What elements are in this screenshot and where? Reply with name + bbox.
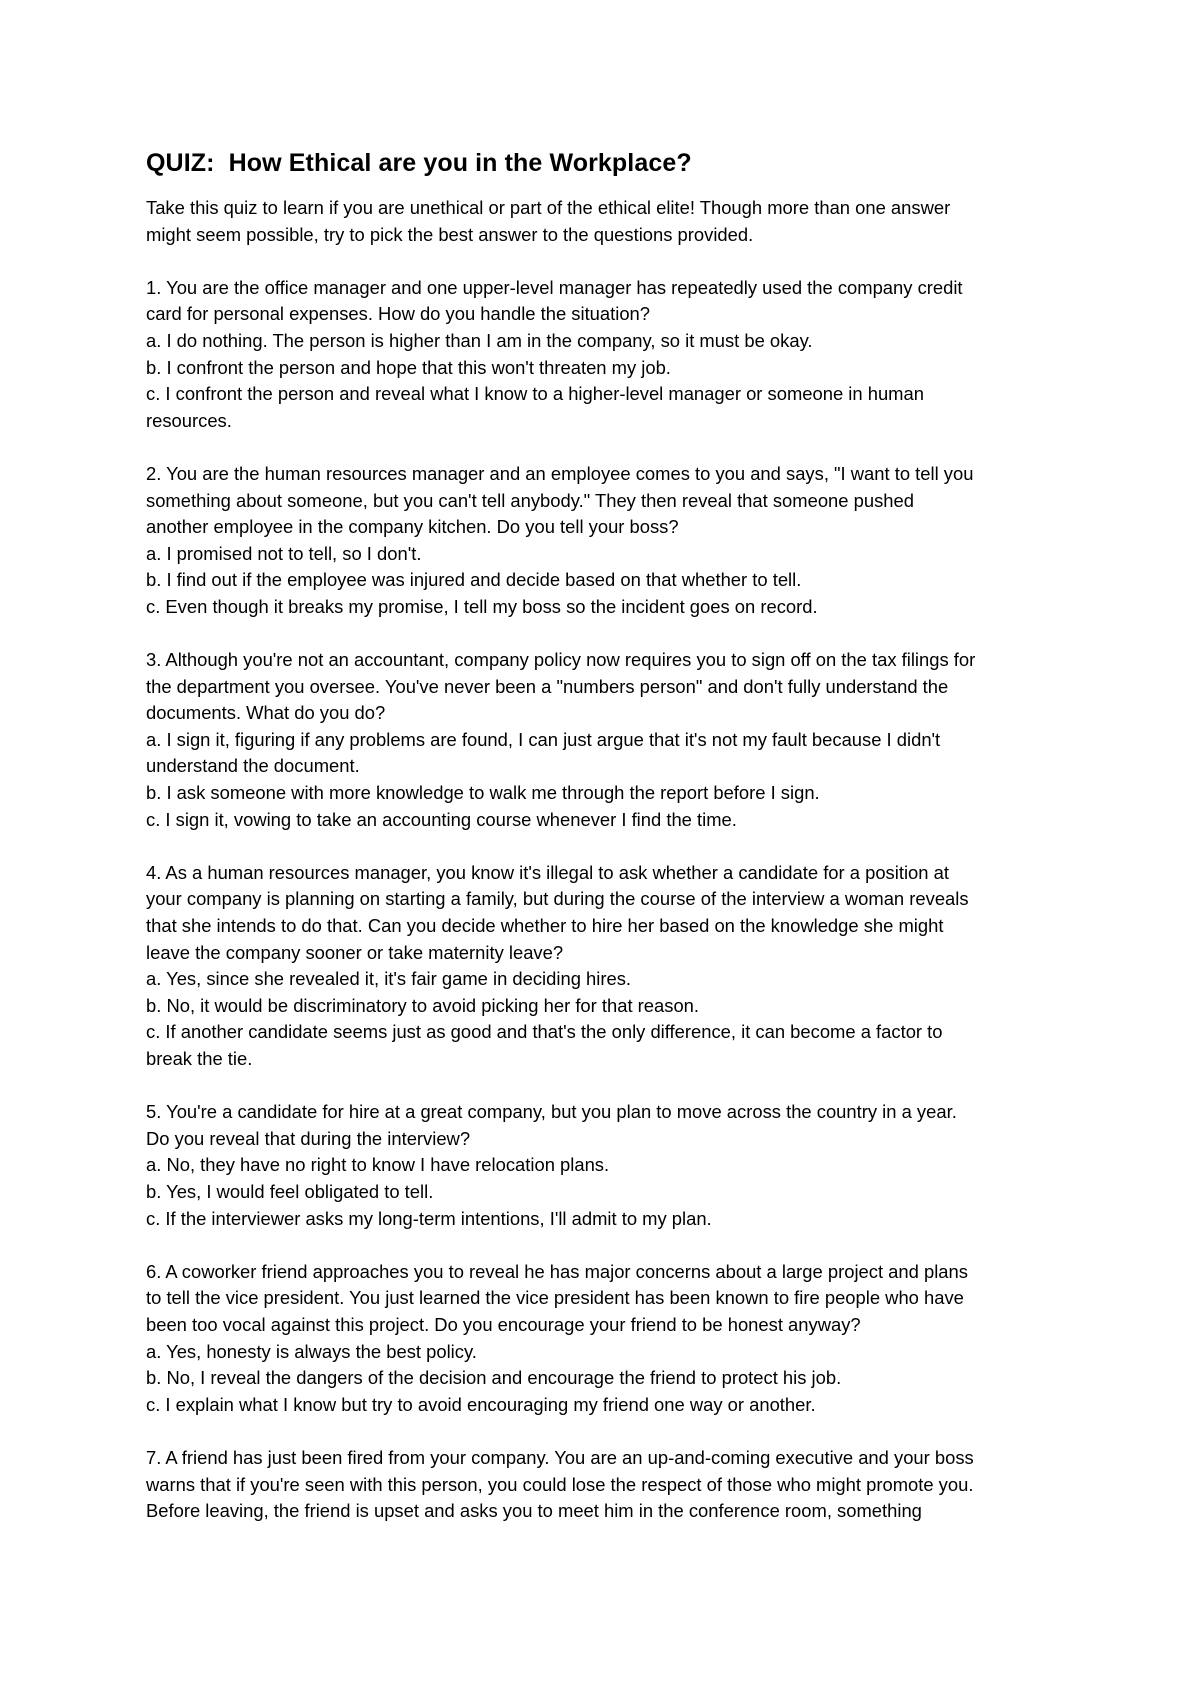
document-page: [146, 148, 1066, 1551]
intro-line: might seem possible, try to pick the best answer to the questions provided.: [146, 223, 754, 245]
question-6: [146, 1259, 1066, 1419]
question-line: b. No, it would be discriminatory to avoid picking her for that reason.: [146, 994, 700, 1016]
question-7: [146, 1445, 1066, 1525]
question-line: 7. A friend has just been fired from your company. You are an up-and-coming executive and your boss: [146, 1446, 974, 1468]
question-line: Before leaving, the friend is upset and asks you to meet him in the conference room, something: [146, 1500, 922, 1522]
intro-line: Take this quiz to learn if you are unethical or part of the ethical elite! Though more than one answer: [146, 197, 951, 218]
question-line: been too vocal against this project. Do you encourage your friend to be honest anyway?: [146, 1313, 861, 1335]
question-line: a. I do nothing. The person is higher than I am in the company, so it must be okay.: [146, 329, 813, 351]
question-line: understand the document.: [146, 755, 360, 777]
question-line: b. I find out if the employee was injured and decide based on that whether to tell.: [146, 569, 802, 591]
question-line: warns that if you're seen with this person, you could lose the respect of those who might promote you.: [146, 1473, 974, 1495]
quiz-title: QUIZ: How Ethical are you in the Workplace?: [146, 149, 692, 177]
question-list: [146, 275, 1066, 1525]
question-line: card for personal expenses. How do you handle the situation?: [146, 303, 651, 325]
question-line: that she intends to do that. Can you decide whether to hire her based on the knowledge she might: [146, 915, 944, 937]
question-line: documents. What do you do?: [146, 702, 386, 724]
question-line: c. If the interviewer asks my long-term intentions, I'll admit to my plan.: [146, 1207, 712, 1229]
question-line: a. Yes, since she revealed it, it's fair game in deciding hires.: [146, 968, 631, 990]
question-1: [146, 275, 1066, 435]
question-5: [146, 1099, 1066, 1232]
question-line: your company is planning on starting a family, but during the course of the interview a woman reveals: [146, 888, 969, 910]
question-line: a. I sign it, figuring if any problems are found, I can just argue that it's not my fault because I didn't: [146, 728, 941, 750]
question-line: a. I promised not to tell, so I don't.: [146, 542, 422, 564]
question-line: b. I ask someone with more knowledge to walk me through the report before I sign.: [146, 782, 820, 804]
question-line: 3. Although you're not an accountant, company policy now requires you to sign off on the tax filings for: [146, 649, 976, 671]
question-line: c. Even though it breaks my promise, I tell my boss so the incident goes on record.: [146, 595, 818, 617]
question-line: leave the company sooner or take maternity leave?: [146, 941, 564, 963]
question-line: to tell the vice president. You just learned the vice president has been known to fire people who have: [146, 1287, 964, 1309]
question-line: Do you reveal that during the interview?: [146, 1127, 471, 1149]
question-line: 2. You are the human resources manager and an employee comes to you and says, "I want to tell you: [146, 462, 974, 484]
question-4: [146, 860, 1066, 1073]
question-line: another employee in the company kitchen. Do you tell your boss?: [146, 516, 679, 538]
question-line: a. Yes, honesty is always the best policy.: [146, 1340, 477, 1362]
question-line: the department you oversee. You've never been a "numbers person" and don't fully understand the: [146, 675, 949, 697]
question-line: a. No, they have no right to know I have relocation plans.: [146, 1154, 610, 1176]
question-line: resources.: [146, 409, 232, 431]
question-line: something about someone, but you can't tell anybody." They then reveal that someone pushed: [146, 489, 914, 511]
question-2: [146, 461, 1066, 621]
question-line: 4. As a human resources manager, you know it's illegal to ask whether a candidate for a position at: [146, 861, 949, 883]
question-line: break the tie.: [146, 1048, 253, 1069]
question-3: [146, 647, 1066, 833]
question-line: c. If another candidate seems just as good and that's the only difference, it can become a factor to: [146, 1021, 943, 1043]
question-line: b. I confront the person and hope that this won't threaten my job.: [146, 356, 671, 378]
question-line: c. I confront the person and reveal what I know to a higher-level manager or someone in human: [146, 383, 924, 405]
question-line: b. No, I reveal the dangers of the decision and encourage the friend to protect his job.: [146, 1367, 842, 1389]
question-line: 6. A coworker friend approaches you to reveal he has major concerns about a large project and plans: [146, 1260, 968, 1282]
intro-paragraph: [146, 195, 1066, 248]
question-line: b. Yes, I would feel obligated to tell.: [146, 1180, 434, 1202]
question-line: c. I explain what I know but try to avoid encouraging my friend one way or another.: [146, 1393, 816, 1415]
question-line: 1. You are the office manager and one upper-level manager has repeatedly used the company credit: [146, 276, 963, 298]
question-line: c. I sign it, vowing to take an accounting course whenever I find the time.: [146, 808, 737, 830]
question-line: 5. You're a candidate for hire at a great company, but you plan to move across the country in a year.: [146, 1101, 957, 1123]
